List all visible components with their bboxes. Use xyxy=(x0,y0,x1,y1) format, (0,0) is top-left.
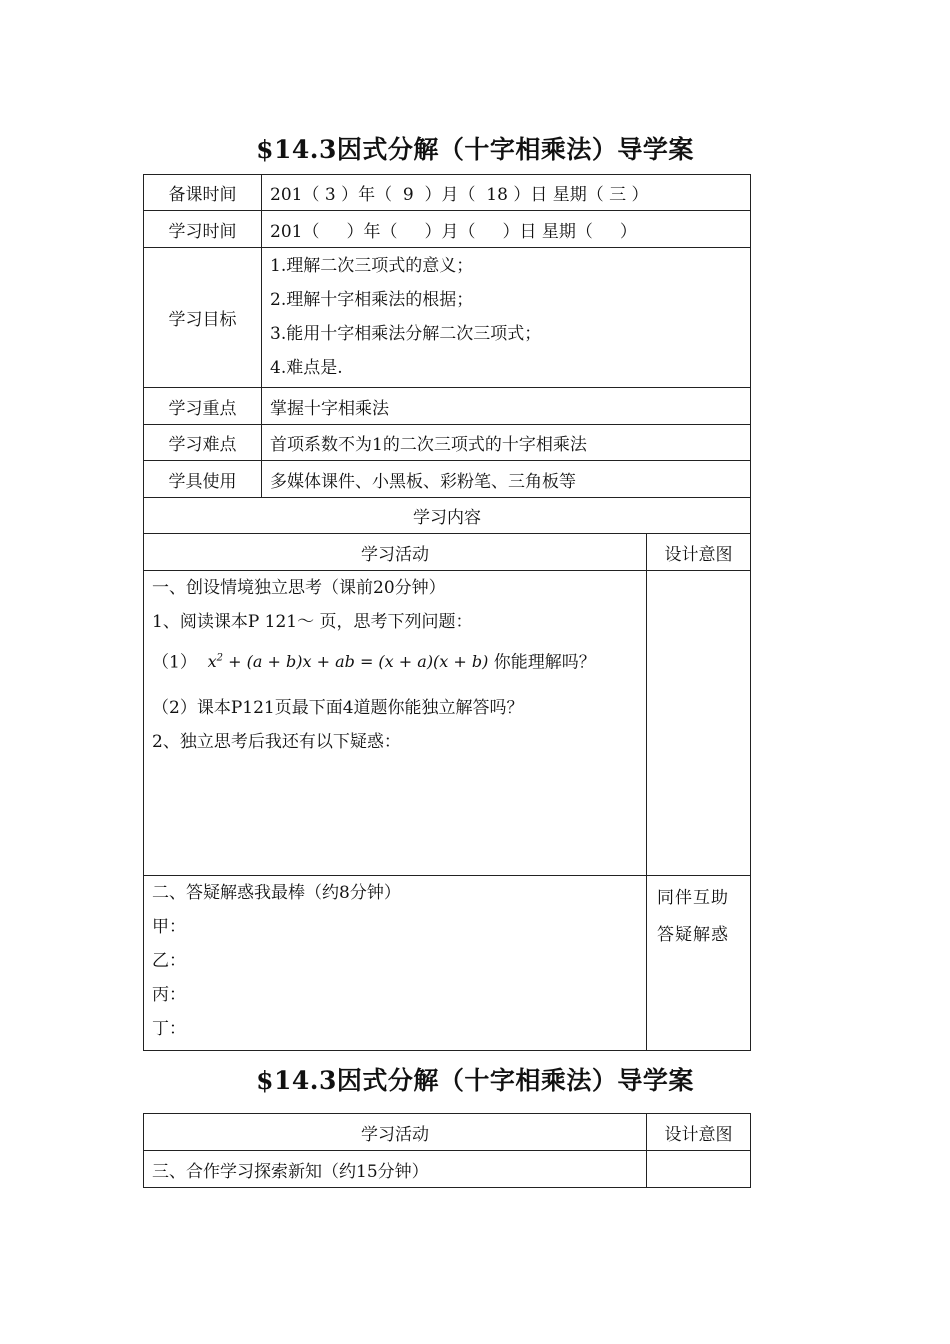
section1-heading: 一、创设情境独立思考（课前20分钟） xyxy=(152,578,446,598)
difficulty-label: 学习难点 xyxy=(144,425,262,461)
focus-value: 掌握十字相乘法 xyxy=(262,388,751,425)
section3-row xyxy=(144,1151,751,1188)
tools-label: 学具使用 xyxy=(144,461,262,498)
tools-value: 多媒体课件、小黑板、彩粉笔、三角板等 xyxy=(262,461,751,498)
section1-line1: 1、阅读课本P 121～ 页，思考下列问题： xyxy=(152,612,473,632)
goal-item: 3.能用十字相乘法分解二次三项式； xyxy=(270,324,542,344)
lesson-plan-table xyxy=(143,174,751,1051)
answer-item: 丁： xyxy=(152,1019,186,1039)
question-2: （2）课本P121页最下面4道题你能独立解答吗？ xyxy=(152,698,524,718)
focus-label: 学习重点 xyxy=(144,388,262,425)
page2-header-row xyxy=(144,1114,751,1151)
section3-design xyxy=(647,1151,751,1188)
question-1 xyxy=(144,639,646,691)
tools-row xyxy=(144,461,751,498)
content-header: 学习内容 xyxy=(144,498,751,534)
page2-activity-header: 学习活动 xyxy=(144,1114,647,1151)
goal-item: 4.难点是. xyxy=(270,358,343,378)
design-line: 同伴互助 xyxy=(657,888,729,908)
page-title: $14.3因式分解（十字相乘法）导学案 xyxy=(256,135,694,164)
prep-time-row xyxy=(144,175,751,211)
section2-content xyxy=(144,876,647,1051)
goals-row xyxy=(144,248,751,388)
section2-row xyxy=(144,876,751,1051)
goal-item: 1.理解二次三项式的意义； xyxy=(270,256,474,276)
activity-header-row xyxy=(144,534,751,571)
goals-list xyxy=(262,248,751,388)
study-time-value: 201（ ）年（ ）月（ ）日 星期（ ） xyxy=(262,211,751,248)
section3-heading: 三、合作学习探索新知（约15分钟） xyxy=(144,1151,647,1188)
q1-suffix: 你能理解吗？ xyxy=(493,652,596,673)
section2-design xyxy=(647,876,751,1051)
difficulty-value: 首项系数不为1的二次三项式的十字相乘法 xyxy=(262,425,751,461)
q1-prefix: （1） xyxy=(152,652,197,673)
study-time-row xyxy=(144,211,751,248)
prep-time-label: 备课时间 xyxy=(144,175,262,211)
section1-content xyxy=(144,571,647,876)
page2-title: $14.3因式分解（十字相乘法）导学案 xyxy=(256,1066,694,1095)
activity-header: 学习活动 xyxy=(144,534,647,571)
section1-line2: 2、独立思考后我还有以下疑惑： xyxy=(152,732,401,752)
factor-formula: $x^2 + (a + b)x$ + ab = (x + a)(x + b) xyxy=(207,652,489,672)
design-line: 答疑解惑 xyxy=(657,925,729,945)
goal-item: 2.理解十字相乘法的根据； xyxy=(270,290,474,310)
page2-design-header: 设计意图 xyxy=(647,1114,751,1151)
focus-row xyxy=(144,388,751,425)
page2-table xyxy=(143,1113,751,1188)
goals-label: 学习目标 xyxy=(144,248,262,388)
difficulty-row xyxy=(144,425,751,461)
answer-item: 乙： xyxy=(152,951,186,971)
answer-item: 丙： xyxy=(152,985,186,1005)
design-header: 设计意图 xyxy=(647,534,751,571)
section1-design xyxy=(647,571,751,876)
study-time-label: 学习时间 xyxy=(144,211,262,248)
content-header-row xyxy=(144,498,751,534)
prep-time-value: 201（ 3 ）年（ 9 ）月（ 18 ）日 星期（ 三 ） xyxy=(262,175,751,211)
answer-item: 甲： xyxy=(152,917,186,937)
section1-row xyxy=(144,571,751,876)
section2-heading: 二、答疑解惑我最棒（约8分钟） xyxy=(152,883,401,903)
